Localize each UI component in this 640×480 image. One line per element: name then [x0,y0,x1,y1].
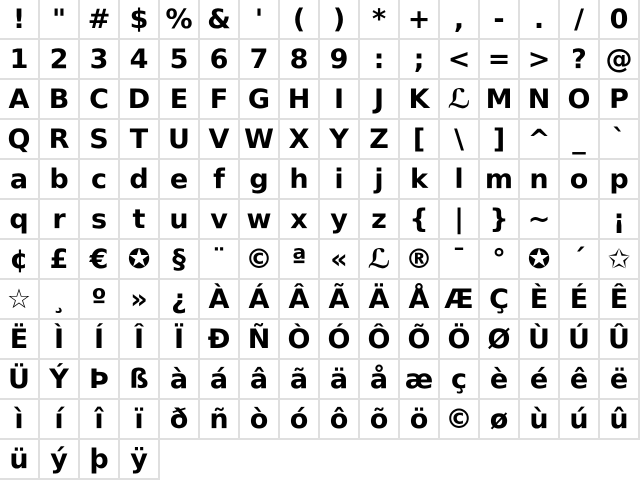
glyph-cell: f [200,160,240,200]
glyph-cell: © [440,400,480,440]
glyph-cell: ´ [560,240,600,280]
glyph-cell: Ò [280,320,320,360]
glyph-cell: ¨ [200,240,240,280]
glyph-cell: ñ [200,400,240,440]
glyph-cell: ( [280,0,320,40]
glyph-cell: @ [600,40,640,80]
glyph-cell: Ý [40,360,80,400]
glyph-cell: M [480,80,520,120]
glyph-cell: * [360,0,400,40]
glyph-cell: £ [40,240,80,280]
charmap-row [0,80,640,120]
glyph-cell: t [120,200,160,240]
glyph-cell: 9 [320,40,360,80]
glyph-cell: v [200,200,240,240]
glyph-cell: º [80,280,120,320]
glyph-cell: ; [400,40,440,80]
glyph-cell: < [440,40,480,80]
glyph-cell: e [160,160,200,200]
glyph-cell: Â [280,280,320,320]
glyph-cell: Ê [600,280,640,320]
glyph-cell: Ø [480,320,520,360]
glyph-cell: u [160,200,200,240]
glyph-cell: Á [240,280,280,320]
glyph-cell: s [80,200,120,240]
glyph-cell: » [120,280,160,320]
glyph-cell: ä [320,360,360,400]
glyph-cell: [ [400,120,440,160]
glyph-cell: H [280,80,320,120]
glyph-cell: x [280,200,320,240]
glyph-cell: V [200,120,240,160]
glyph-cell: 4 [120,40,160,80]
glyph-cell: € [80,240,120,280]
glyph-cell: n [520,160,560,200]
glyph-cell: ë [600,360,640,400]
charmap-row [0,40,640,80]
glyph-cell: ] [480,120,520,160]
glyph-cell: ¸ [40,280,80,320]
glyph-cell: 2 [40,40,80,80]
glyph-cell: Ï [160,320,200,360]
glyph-cell: q [0,200,40,240]
glyph-cell: ð [160,400,200,440]
glyph-cell: Å [400,280,440,320]
glyph-cell: Æ [440,280,480,320]
glyph-cell: w [240,200,280,240]
glyph-cell: K [400,80,440,120]
glyph-cell: I [320,80,360,120]
glyph-cell: þ [80,440,120,480]
glyph-cell: 1 [0,40,40,80]
glyph-cell: ☆ [0,280,40,320]
glyph-cell: Ç [480,280,520,320]
glyph-cell: ✪ [520,240,560,280]
glyph-cell: Ú [560,320,600,360]
glyph-cell: / [560,0,600,40]
glyph-cell: j [360,160,400,200]
glyph-cell: ℒ [440,80,480,120]
glyph-cell: Í [80,320,120,360]
glyph-cell: % [160,0,200,40]
glyph-cell: ê [560,360,600,400]
glyph-cell: À [200,280,240,320]
glyph-cell: U [160,120,200,160]
empty-area [160,440,640,480]
glyph-cell: S [80,120,120,160]
glyph-cell: ° [480,240,520,280]
glyph-cell: y [320,200,360,240]
glyph-cell: Ô [360,320,400,360]
glyph-cell: ù [520,400,560,440]
charmap-row [0,240,640,280]
glyph-cell: 7 [240,40,280,80]
glyph-cell: Ù [520,320,560,360]
glyph-cell: ^ [520,120,560,160]
glyph-cell: g [240,160,280,200]
glyph-cell: ó [280,400,320,440]
charmap-row [0,280,640,320]
glyph-cell: c [80,160,120,200]
glyph-cell: Ã [320,280,360,320]
glyph-cell: ü [0,440,40,480]
glyph-cell: Þ [80,360,120,400]
glyph-cell: B [40,80,80,120]
glyph-cell: ô [320,400,360,440]
glyph-cell: î [80,400,120,440]
glyph-cell: ¿ [160,280,200,320]
glyph-cell: + [400,0,440,40]
glyph-cell: N [520,80,560,120]
glyph-cell: = [480,40,520,80]
glyph-cell: Ñ [240,320,280,360]
charmap-row [0,200,640,240]
glyph-cell: C [80,80,120,120]
glyph-cell: æ [400,360,440,400]
glyph-cell: R [40,120,80,160]
glyph-cell: \ [440,120,480,160]
glyph-cell: ï [120,400,160,440]
glyph-cell: A [0,80,40,120]
glyph-cell: J [360,80,400,120]
glyph-cell: & [200,0,240,40]
glyph-cell: F [200,80,240,120]
glyph-cell: É [560,280,600,320]
glyph-cell: ' [240,0,280,40]
glyph-cell: E [160,80,200,120]
glyph-cell: 3 [80,40,120,80]
glyph-cell: X [280,120,320,160]
glyph-cell: Î [120,320,160,360]
charmap-row [0,0,640,40]
glyph-cell: ª [280,240,320,280]
empty-glyph-cell [560,200,600,240]
glyph-cell: õ [360,400,400,440]
glyph-cell: â [240,360,280,400]
glyph-cell: . [520,0,560,40]
glyph-cell: 5 [160,40,200,80]
glyph-cell: ! [0,0,40,40]
glyph-cell: Y [320,120,360,160]
glyph-cell: - [480,0,520,40]
glyph-cell: T [120,120,160,160]
glyph-cell: ú [560,400,600,440]
glyph-cell: ì [0,400,40,440]
glyph-cell: i [320,160,360,200]
glyph-cell: Ó [320,320,360,360]
charmap-row [0,160,640,200]
glyph-cell: û [600,400,640,440]
glyph-cell: ý [40,440,80,480]
glyph-cell: k [400,160,440,200]
glyph-cell: Ä [360,280,400,320]
glyph-cell: í [40,400,80,440]
glyph-cell: { [400,200,440,240]
glyph-cell: O [560,80,600,120]
charmap-row [0,120,640,160]
glyph-cell: a [0,160,40,200]
glyph-cell: Õ [400,320,440,360]
glyph-cell: à [160,360,200,400]
glyph-cell: ã [280,360,320,400]
glyph-cell: © [240,240,280,280]
glyph-cell: ® [400,240,440,280]
glyph-cell: Û [600,320,640,360]
glyph-cell: é [520,360,560,400]
glyph-cell: Ð [200,320,240,360]
glyph-cell: ¯ [440,240,480,280]
glyph-cell: p [600,160,640,200]
glyph-cell: } [480,200,520,240]
glyph-cell: ~ [520,200,560,240]
glyph-cell: å [360,360,400,400]
glyph-cell: D [120,80,160,120]
glyph-cell: Ë [0,320,40,360]
glyph-cell: h [280,160,320,200]
glyph-cell: " [40,0,80,40]
glyph-cell: b [40,160,80,200]
glyph-cell: ✪ [120,240,160,280]
glyph-cell: ¢ [0,240,40,280]
charmap-row [0,440,640,480]
glyph-cell: ç [440,360,480,400]
glyph-cell: 6 [200,40,240,80]
glyph-cell: Ì [40,320,80,360]
glyph-cell: m [480,160,520,200]
glyph-cell: l [440,160,480,200]
glyph-cell: á [200,360,240,400]
glyph-cell: § [160,240,200,280]
glyph-cell: ò [240,400,280,440]
glyph-cell: è [480,360,520,400]
glyph-cell: d [120,160,160,200]
glyph-cell: $ [120,0,160,40]
glyph-cell: z [360,200,400,240]
glyph-cell: « [320,240,360,280]
glyph-cell: È [520,280,560,320]
charmap-row [0,360,640,400]
glyph-cell: > [520,40,560,80]
glyph-cell: Ö [440,320,480,360]
glyph-cell: # [80,0,120,40]
glyph-cell: W [240,120,280,160]
charmap-row [0,320,640,360]
glyph-cell: P [600,80,640,120]
glyph-cell: _ [560,120,600,160]
glyph-cell: o [560,160,600,200]
glyph-cell: 0 [600,0,640,40]
glyph-cell: , [440,0,480,40]
glyph-cell: | [440,200,480,240]
glyph-cell: ℒ [360,240,400,280]
glyph-cell: G [240,80,280,120]
glyph-cell: ß [120,360,160,400]
glyph-cell: ` [600,120,640,160]
glyph-cell: ? [560,40,600,80]
glyph-cell: ø [480,400,520,440]
glyph-cell: ö [400,400,440,440]
glyph-cell: : [360,40,400,80]
glyph-cell: Z [360,120,400,160]
glyph-cell: 8 [280,40,320,80]
glyph-cell: ) [320,0,360,40]
charmap-row [0,400,640,440]
glyph-cell: Ü [0,360,40,400]
glyph-cell: Q [0,120,40,160]
glyph-cell: ¡ [600,200,640,240]
glyph-cell: ✩ [600,240,640,280]
glyph-cell: r [40,200,80,240]
glyph-cell: ÿ [120,440,160,480]
